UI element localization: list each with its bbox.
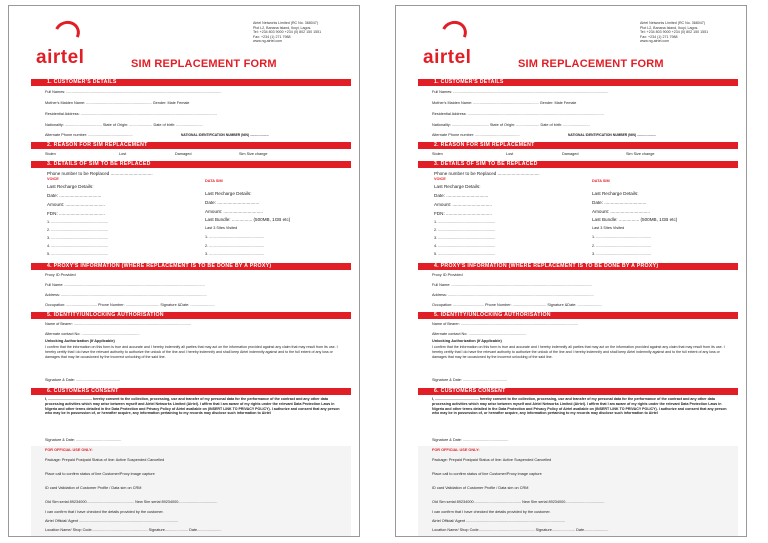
section-consent: 6. CUSTOMERS CONSENT [418,388,738,395]
section-identity: 5. IDENTITY/UNLOCKING AUTHORISATION [31,312,351,319]
alt-phone-field[interactable]: Alternate Phone number: .......................................... [432,133,520,137]
company-line: Airtel Networks Limited (RC No. 368047) [640,21,705,25]
fdn-line[interactable]: 2. ...................................................... [434,228,496,232]
fdn-line[interactable]: 1. ...................................................... [434,220,496,224]
fdn-line[interactable]: 4. ...................................................... [47,244,109,248]
address-field[interactable]: Residential Address: ................................................................................................................................. [432,112,604,116]
phone-replaced-field[interactable]: Phone number to be Replaced ................................. [47,171,153,176]
airtel-swirl-icon [51,17,84,48]
reason-sim-size[interactable]: Sim Size change [626,152,655,156]
voice-amount-field[interactable]: Amount: ............................... [434,202,492,207]
phone-replaced-field[interactable]: Phone number to be Replaced ................................. [434,171,540,176]
maiden-name-field[interactable]: Mother's Maiden Name: .............................................................. Gender: Male Female [432,101,577,105]
section-sim-details: 3. DETAILS OF SIM TO BE REPLACED [418,161,738,168]
package-status-row[interactable]: Package: Prepaid Postpaid Status of line: Active Suspended Cancelled [432,458,552,462]
unlocking-label: Unlocking Authorization (If Applicable) [45,339,115,343]
site-line[interactable]: 3. .................................................... [592,252,652,256]
proxy-occupation-field[interactable]: Occupation: ............................. Phone Number: ................................ Signature &Date: ....................... [432,303,602,307]
maiden-name-field[interactable]: Mother's Maiden Name: .............................................................. Gender: Male Female [45,101,190,105]
data-recharge-label: Last Recharge Details: [592,191,639,196]
alt-phone-field[interactable]: Alternate Phone number: .......................................... [45,133,133,137]
section-proxy: 4. PROXY'S INFORMATION (WHERE REPLACEMENT IS TO BE DONE BY A PROXY) [31,263,351,270]
fdn-line[interactable]: 1. ...................................................... [47,220,109,224]
consent-text: I, ............................................ hereby consent to the collection, processing, use and transfer of my personal data for the performance of the contract and any other data processing activities which may arise between myself and Airtel Networks Limited (Airtel). I affirm that I am aware of my rights under the relevant Data Protection Laws in Nigeria and other terms detailed in the Data Protection and Privacy Policy of Airtel available on (INSERT LINK TO PRIVACY POLICY). I authorize and consent that any person who may be in possession of, or hereafter acquire, any information pertaining to my records may disclose such information to Airtel [432,397,727,416]
company-line: Tel: +234 803 9000 +234 (0) 802 150 1551 [253,30,322,35]
alt-contact-field[interactable]: Alternate contact No: ....................................................... [432,332,527,336]
company-line: Plot L2, Banana Island, Ikoyi, Lagos. [640,25,699,30]
fdn-line[interactable]: 3. ...................................................... [434,236,496,240]
proxy-id-label: Proxy ID Provided [45,273,76,277]
bearer-field[interactable]: Name of Bearer: ............................................................................................................... [45,322,192,326]
reason-sim-size[interactable]: Sim Size change [239,152,268,156]
agent-field[interactable]: Airtel Official/ Agent .............................................................................................. [432,519,566,523]
form-title: SIM REPLACEMENT FORM [131,58,277,70]
company-line: www.ng.airtel.com [253,39,283,44]
reason-lost[interactable]: Lost [506,152,514,156]
data-sim-label: DATA SIM [205,179,223,183]
data-recharge-label: Last Recharge Details: [205,191,252,196]
fdn-field[interactable]: FDN: .................................... [434,211,492,216]
section-reason: 2. REASON FOR SIM REPLACEMENT [418,142,738,149]
form-title: SIM REPLACEMENT FORM [518,58,664,70]
data-date-field[interactable]: Date: ................................. [592,200,647,205]
sim-serial-row[interactable]: Old Sim serial 89234000............................................. New Sim serial 89234000..................................... [45,500,218,504]
data-amount-field[interactable]: Amount: ............................... [592,209,650,214]
fdn-line[interactable]: 2. ...................................................... [47,228,109,232]
official-use-label: FOR OFFICIAL USE ONLY: [432,448,480,452]
proxy-occupation-field[interactable]: Occupation: ............................. Phone Number: ................................ Signature &Date: ....................... [45,303,215,307]
site-line[interactable]: 1. .................................................... [592,235,652,239]
data-sites-label: Last 3 Sites Visited [592,226,625,230]
site-line[interactable]: 2. .................................................... [205,244,265,248]
confirm-text: I can confirm that I have checked the details provided by the customer. [45,510,164,514]
identity-signature-field[interactable]: Signature & Date: .......................................... [45,378,121,382]
logo-text: airtel [36,47,85,68]
voice-date-field[interactable]: Date: ................................. [47,193,102,198]
data-amount-field[interactable]: Amount: ............................... [205,209,263,214]
package-status-row[interactable]: Package: Prepaid Postpaid Status of line: Active Suspended Cancelled [45,458,165,462]
company-line: Plot L2, Banana Island, Ikoyi, Lagos. [253,25,312,30]
bearer-field[interactable]: Name of Bearer: ............................................................................................................... [432,322,579,326]
data-bundle-field[interactable]: Last Bundle: ................ (500MB, 1GB etc) [205,217,291,222]
airtel-logo [419,19,479,67]
data-bundle-field[interactable]: Last Bundle: ................ (500MB, 1GB etc) [592,217,678,222]
alt-contact-field[interactable]: Alternate contact No: ....................................................... [45,332,140,336]
place-call-row[interactable]: Place call to confirm status of line Customer/Proxy image capture [45,472,155,476]
company-info [253,21,349,44]
reason-damaged[interactable]: Damaged [175,152,192,156]
voice-recharge-label: Last Recharge Details: [47,184,94,189]
data-sites-label: Last 3 Sites Visited [205,226,238,230]
company-line: Fax: +234 (1) 271 7988 [253,34,291,39]
reason-damaged[interactable]: Damaged [562,152,579,156]
unlocking-text: I confirm that the information on this form is true and accurate and I hereby indemnify all parties that may act on the information provided against any claim that may result from its use. I hereby certify that I do have the relevant authority to authorize the unlock of the line and I hereby indemnify and shall keep Airtel indemnify against and to the full extent of any loss or damages that may be occasioned by the incorrect unlocking of the said line. [432,345,725,359]
reason-lost[interactable]: Lost [119,152,127,156]
nin-field[interactable]: NATIONAL IDENTIFICATION NUMBER (NIN) ..................... [181,133,270,137]
unlocking-text: I confirm that the information on this form is true and accurate and I hereby indemnify all parties that may act on the information provided against any claim that may result from its use. I hereby certify that I do have the relevant authority to authorize the unlock of the line and I hereby indemnify and shall keep Airtel indemnify against and to the full extent of any loss or damages that may be occasioned by the incorrect unlocking of the said line. [45,345,338,359]
voice-date-field[interactable]: Date: ................................. [434,193,489,198]
proxy-address-field[interactable]: Address: .......................................................................................................................................... [45,293,207,297]
sim-serial-row[interactable]: Old Sim serial 89234000............................................. New Sim serial 89234000..................................... [432,500,605,504]
full-names-field[interactable]: Full Names: ................................................................................................................................................... [432,90,609,94]
voice-amount-field[interactable]: Amount: ............................... [47,202,105,207]
section-customer-details: 1. CUSTOMER'S DETAILS [31,79,351,86]
site-line[interactable]: 2. .................................................... [592,244,652,248]
id-card-row[interactable]: ID card Validation of Customer Profile / Data sim on CRM [432,486,529,490]
company-line: www.ng.airtel.com [640,39,670,44]
fdn-line[interactable]: 5. ...................................................... [434,252,496,256]
voice-label: VOICE [47,177,59,181]
voice-label: VOICE [434,177,446,181]
proxy-name-field[interactable]: Full Name: ..................................................................................................................................... [45,283,205,287]
voice-recharge-label: Last Recharge Details: [434,184,481,189]
nationality-field[interactable]: Nationality: ................................... State of Origin: ...................... Date of birth: ......................... [45,123,203,127]
unlocking-label: Unlocking Authorization (If Applicable) [432,339,502,343]
fdn-line[interactable]: 4. ...................................................... [434,244,496,248]
identity-signature-field[interactable]: Signature & Date: .......................................... [432,378,508,382]
proxy-name-field[interactable]: Full Name: ..................................................................................................................................... [432,283,592,287]
location-field[interactable]: Location Name/ Shop Code..................................................... Signature...................... Date....................... [432,528,609,532]
section-sim-details: 3. DETAILS OF SIM TO BE REPLACED [31,161,351,168]
form-page-1 [8,5,360,537]
agent-field[interactable]: Airtel Official/ Agent .............................................................................................. [45,519,179,523]
consent-signature-field[interactable]: Signature & Date: ........................................... [45,438,122,442]
company-info [640,21,736,44]
official-use-label: FOR OFFICIAL USE ONLY: [45,448,93,452]
company-line: Fax: +234 (1) 271 7988 [640,34,678,39]
form-page-2 [395,5,747,537]
address-field[interactable]: Residential Address: ................................................................................................................................. [45,112,217,116]
consent-text: I, ............................................ hereby consent to the collection, processing, use and transfer of my personal data for the performance of the contract and any other data processing activities which may arise between myself and Airtel Networks Limited (Airtel). I affirm that I am aware of my rights under the relevant Data Protection Laws in Nigeria and other terms detailed in the Data Protection and Privacy Policy of Airtel available on (INSERT LINK TO PRIVACY POLICY). I authorize and consent that any person who may be in possession of, or hereafter acquire, any information pertaining to my records may disclose such information to Airtel [45,397,340,416]
data-sim-label: DATA SIM [592,179,610,183]
site-line[interactable]: 1. .................................................... [205,235,265,239]
airtel-logo [32,19,92,67]
site-line[interactable]: 3. .................................................... [205,252,265,256]
full-names-field[interactable]: Full Names: ................................................................................................................................................... [45,90,222,94]
place-call-row[interactable]: Place call to confirm status of line Customer/Proxy image capture [432,472,542,476]
section-reason: 2. REASON FOR SIM REPLACEMENT [31,142,351,149]
location-field[interactable]: Location Name/ Shop Code..................................................... Signature...................... Date....................... [45,528,222,532]
section-identity: 5. IDENTITY/UNLOCKING AUTHORISATION [418,312,738,319]
consent-signature-field[interactable]: Signature & Date: ........................................... [432,438,509,442]
company-line: Airtel Networks Limited (RC No. 368047) [253,21,318,25]
fdn-line[interactable]: 5. ...................................................... [47,252,109,256]
id-card-row[interactable]: ID card Validation of Customer Profile / Data sim on CRM [45,486,142,490]
nationality-field[interactable]: Nationality: ................................... State of Origin: ...................... Date of birth: ......................... [432,123,590,127]
reason-stolen[interactable]: Stolen [45,152,56,156]
data-date-field[interactable]: Date: ................................. [205,200,260,205]
company-line: Tel: +234 803 9000 +234 (0) 802 150 1551 [640,30,709,35]
proxy-address-field[interactable]: Address: .......................................................................................................................................... [432,293,594,297]
fdn-field[interactable]: FDN: .................................... [47,211,105,216]
section-consent: 6. CUSTOMERS CONSENT [31,388,351,395]
section-customer-details: 1. CUSTOMER'S DETAILS [418,79,738,86]
logo-text: airtel [423,47,472,68]
section-proxy: 4. PROXY'S INFORMATION (WHERE REPLACEMENT IS TO BE DONE BY A PROXY) [418,263,738,270]
nin-field[interactable]: NATIONAL IDENTIFICATION NUMBER (NIN) ..................... [568,133,657,137]
airtel-swirl-icon [438,17,471,48]
reason-stolen[interactable]: Stolen [432,152,443,156]
confirm-text: I can confirm that I have checked the details provided by the customer. [432,510,551,514]
proxy-id-label: Proxy ID Provided [432,273,463,277]
fdn-line[interactable]: 3. ...................................................... [47,236,109,240]
